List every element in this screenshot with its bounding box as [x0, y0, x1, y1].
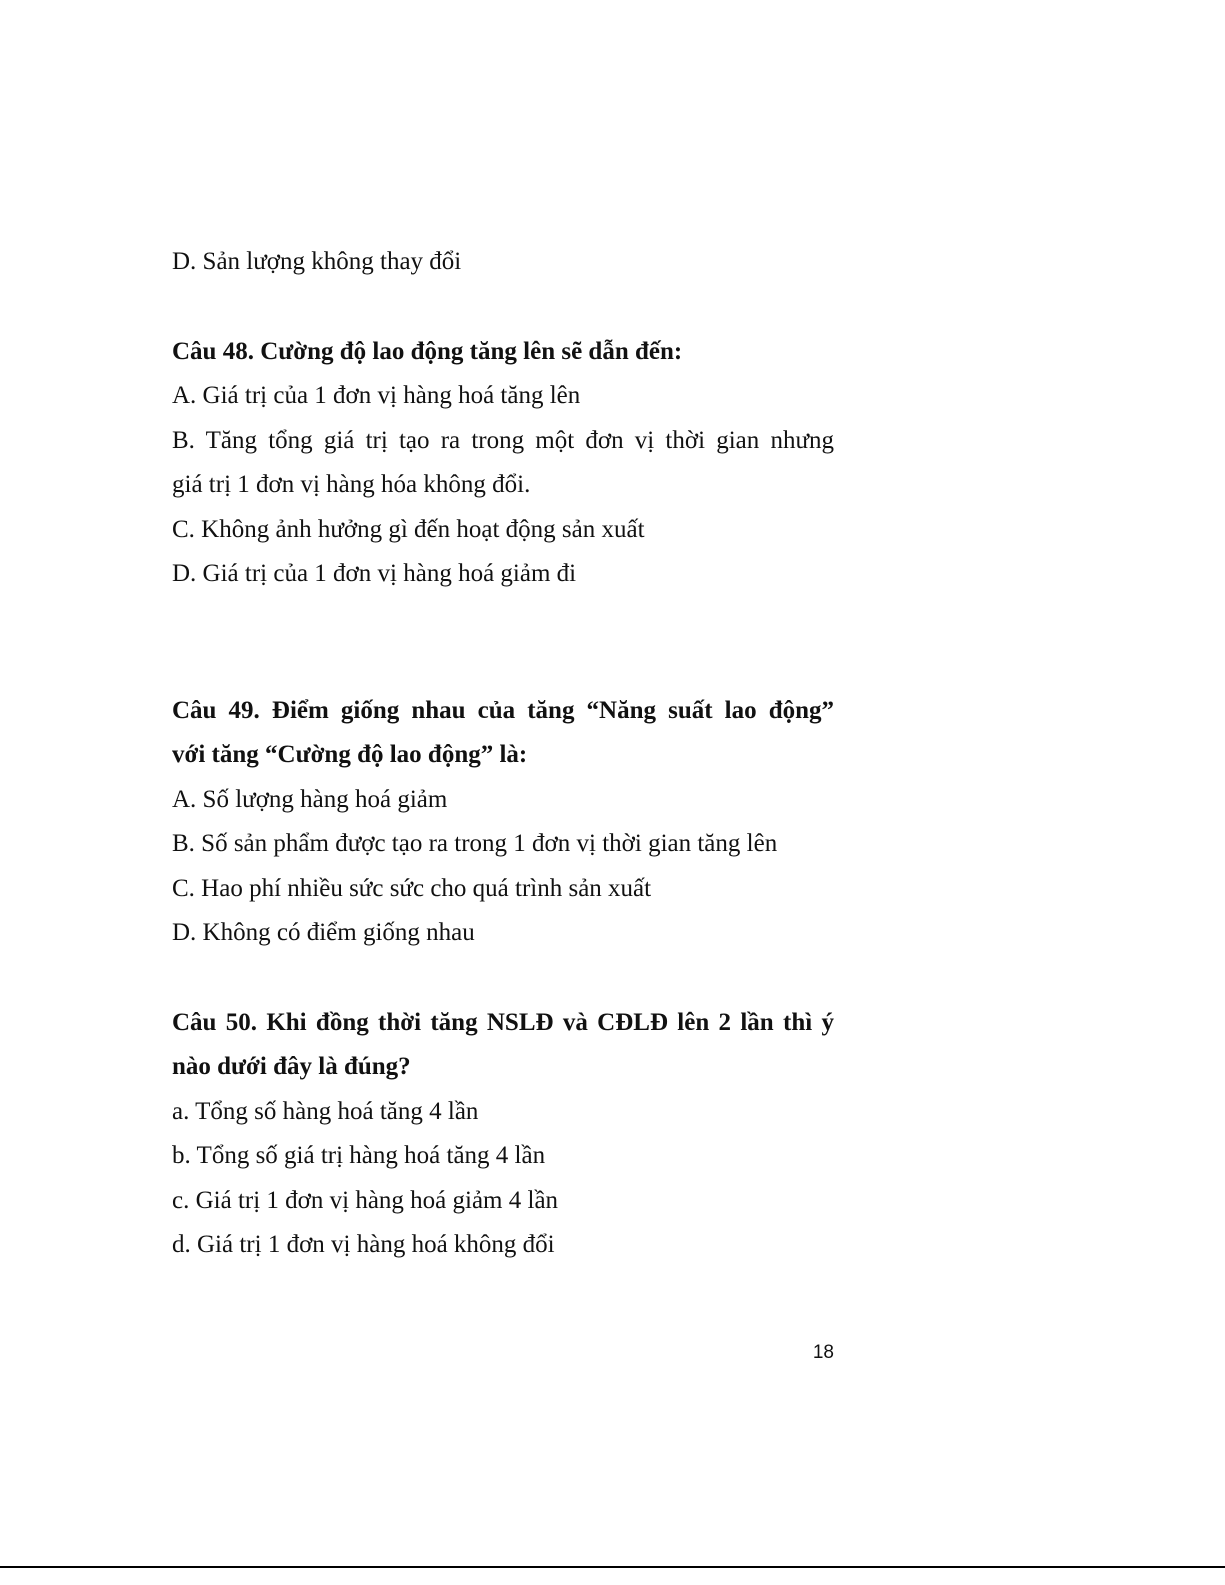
question-50-option-d: d. Giá trị 1 đơn vị hàng hoá không đổi — [172, 1231, 555, 1258]
question-49-title-line1: Câu 49. Điểm giống nhau của tăng “Năng suất lao động” — [172, 696, 834, 724]
question-50 — [172, 1001, 834, 1268]
spacer — [172, 597, 834, 689]
question-49-option-d: D. Không có điểm giống nhau — [172, 919, 475, 946]
question-49 — [172, 689, 834, 956]
question-48 — [172, 330, 834, 597]
previous-question-option-d: D. Sản lượng không thay đổi — [172, 248, 462, 275]
question-48-title: Câu 48. Cường độ lao động tăng lên sẽ dẫn đến: — [172, 337, 683, 365]
question-50-option-a: a. Tổng số hàng hoá tăng 4 lần — [172, 1097, 479, 1125]
question-49-option-b: B. Số sản phẩm được tạo ra trong 1 đơn vị thời gian tăng lên — [172, 830, 778, 857]
question-50-option-c: c. Giá trị 1 đơn vị hàng hoá giảm 4 lần — [172, 1186, 559, 1214]
spacer — [172, 285, 834, 330]
question-48-option-a: A. Giá trị của 1 đơn vị hàng hoá tăng lên — [172, 382, 581, 409]
question-50-title-line1: Câu 50. Khi đồng thời tăng NSLĐ và CĐLĐ lên 2 lần thì ý — [172, 1008, 834, 1036]
question-49-option-a: A. Số lượng hàng hoá giảm — [172, 785, 448, 813]
question-50-title-line2: nào dưới đây là đúng? — [172, 1053, 411, 1080]
question-48-option-c: C. Không ảnh hưởng gì đến hoạt động sản xuất — [172, 515, 645, 543]
question-50-option-b: b. Tổng số giá trị hàng hoá tăng 4 lần — [172, 1142, 546, 1169]
question-48-option-d: D. Giá trị của 1 đơn vị hàng hoá giảm đi — [172, 560, 577, 587]
spacer — [172, 956, 834, 1001]
page-bottom-border — [0, 1566, 1225, 1568]
question-49-option-c: C. Hao phí nhiều sức sức cho quá trình sản xuất — [172, 874, 652, 902]
question-48-option-b-line2: giá trị 1 đơn vị hàng hóa không đổi. — [172, 471, 531, 498]
question-49-title-line2: với tăng “Cường độ lao động” là: — [172, 741, 528, 768]
question-48-option-b-line1: B. Tăng tổng giá trị tạo ra trong một đơn vị thời gian nhưng — [172, 426, 834, 454]
page-content — [172, 240, 834, 1268]
page-number: 18 — [812, 1342, 834, 1363]
